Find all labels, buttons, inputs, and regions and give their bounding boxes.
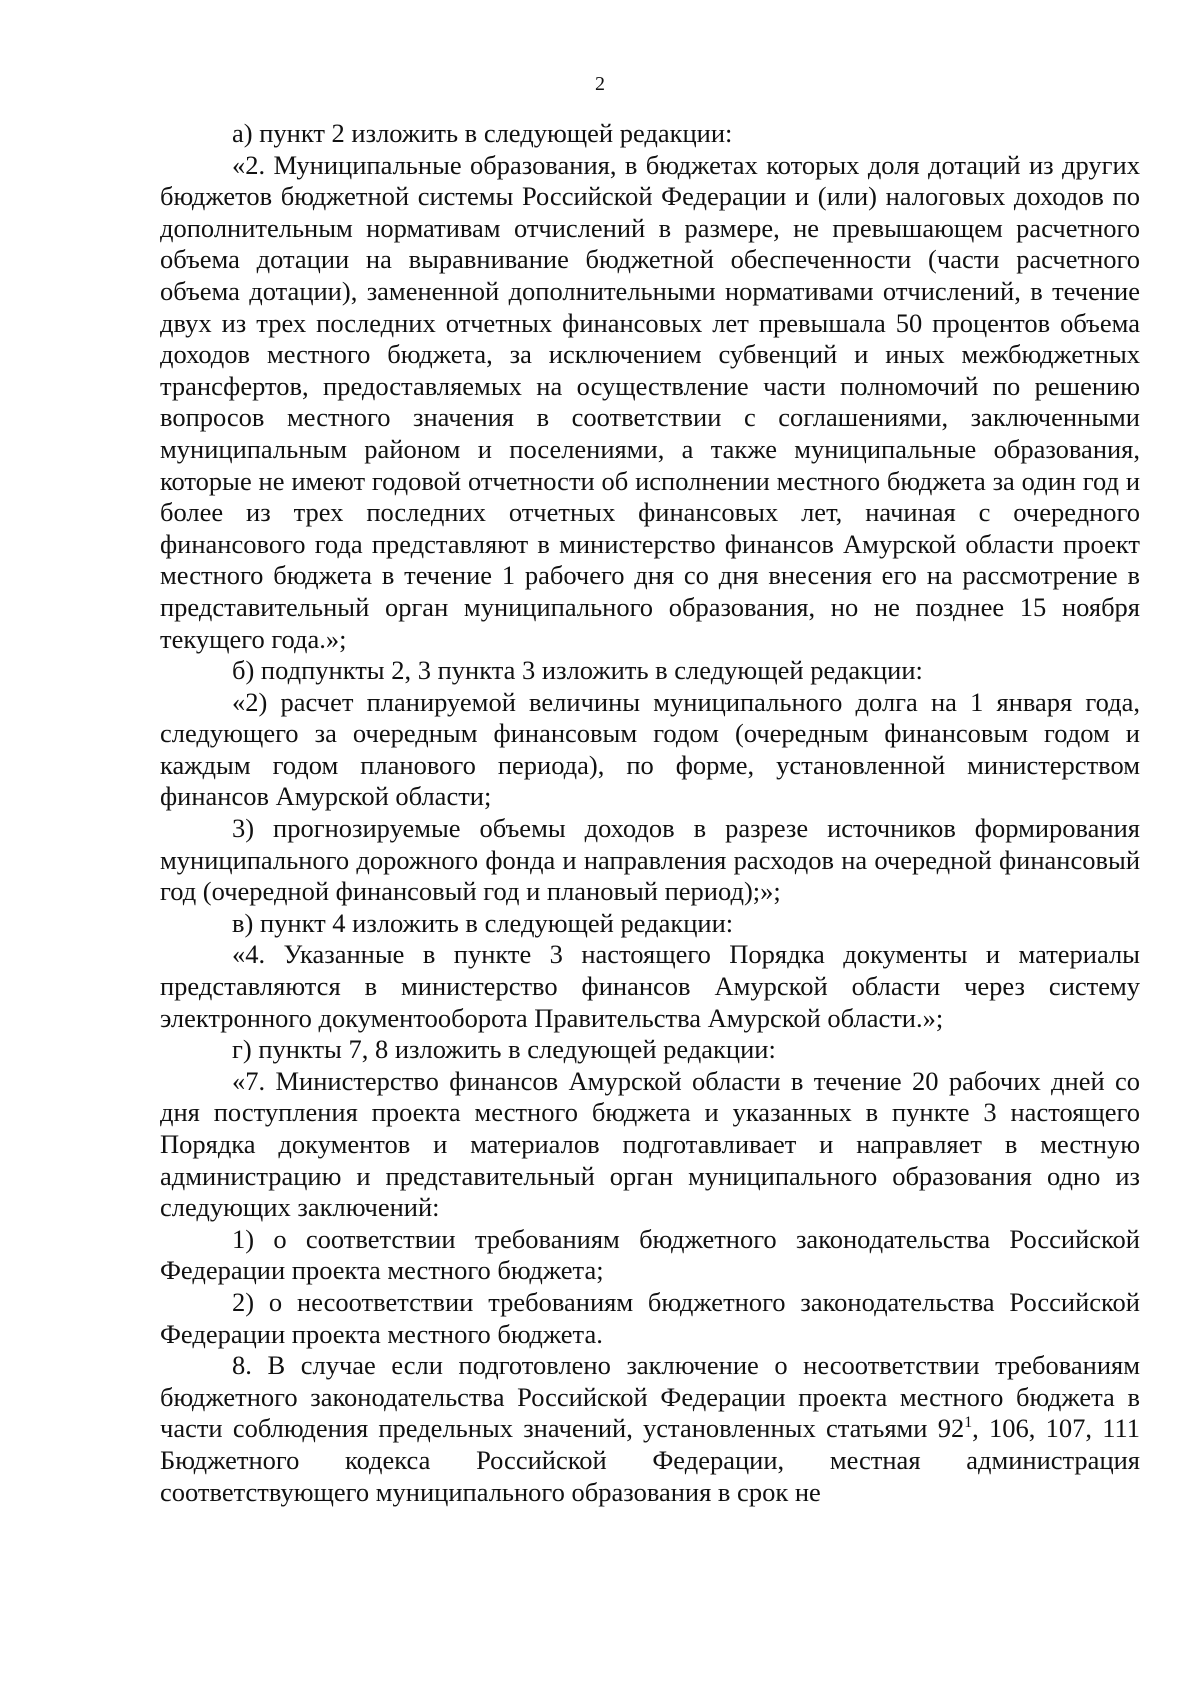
paragraph-subitem-3: 3) прогнозируемые объемы доходов в разрезе источников формирования муниципального дорожного фонда и направления расходов на очередной финансовый год (очередной финансовый год и плановый период);»; bbox=[160, 813, 1140, 907]
paragraph-subitem-2: «2) расчет планируемой величины муниципального долга на 1 января года, следующего за очередным финансовым годом (очередным финансовым годом и каждым годом планового периода), по форме, установленной министерством финансов Амурской области; bbox=[160, 686, 1140, 812]
paragraph-a-heading: а) пункт 2 изложить в следующей редакции: bbox=[232, 118, 733, 148]
paragraph-b-heading: б) подпункты 2, 3 пункта 3 изложить в следующей редакции: bbox=[232, 655, 923, 686]
paragraph-item-4: «4. Указанные в пункте 3 настоящего Порядка документы и материалы представляются в министерство финансов Амурской области через систему электронного документооборота Правительства Амурской области.»; bbox=[160, 939, 1140, 1033]
page-number: 2 bbox=[595, 73, 605, 95]
paragraph-item-7: «7. Министерство финансов Амурской области в течение 20 рабочих дней со дня поступления проекта местного бюджета и указанных в пункте 3 настоящего Порядка документов и материалов подготавливает и направляет в местную администрацию и представительный орган муниципального образования одно из следующих заключений: bbox=[160, 1065, 1140, 1223]
paragraph-g-heading: г) пункты 7, 8 изложить в следующей редакции: bbox=[232, 1034, 776, 1065]
paragraph-conclusion-1: 1) о соответствии требованиям бюджетного законодательства Российской Федерации проекта местного бюджета; bbox=[160, 1223, 1140, 1286]
paragraph-item-8-text-end: , 106, 107, 111 Бюджетного кодекса Российской Федерации, местная администрация соответствующего муниципального образования в срок не bbox=[160, 1413, 1140, 1507]
paragraph-item-8 bbox=[160, 1350, 1140, 1508]
paragraph-item-2: «2. Муниципальные образования, в бюджетах которых доля дотаций из других бюджетов бюджетной системы Российской Федерации и (или) налоговых доходов по дополнительным нормативам отчислений в размере, не превышающем расчетного объема дотации на выравнивание бюджетной обеспеченности (части расчетного объема дотации), замененной дополнительными нормативами отчислений, в течение двух из трех последних отчетных финансовых лет превышала 50 процентов объема доходов местного бюджета, за исключением субвенций и иных межбюджетных трансфертов, предоставляемых на осуществление части полномочий по решению вопросов местного значения в соответствии с соглашениями, заключенными муниципальным районом и поселениями, а также муниципальные образования, которые не имеют годовой отчетности об исполнении местного бюджета за один год и более из трех последних отчетных финансовых лет, начиная с очередного финансового года представляют в министерство финансов Амурской области проект местного бюджета в течение 1 рабочего дня со дня внесения его на рассмотрение в представительный орган муниципального образования, но не позднее 15 ноября текущего года.»; bbox=[160, 149, 1140, 654]
article-superscript: 1 bbox=[964, 1414, 973, 1432]
paragraph-conclusion-2: 2) о несоответствии требованиям бюджетного законодательства Российской Федерации проекта местного бюджета. bbox=[160, 1286, 1140, 1349]
paragraph-v-heading: в) пункт 4 изложить в следующей редакции: bbox=[232, 907, 734, 938]
paragraph-item-8-text-start: 8. В случае если подготовлено заключение о несоответствии требованиям бюджетного законодательства Российской Федерации проекта местного бюджета в части соблюдения предельных значений, установленных статьями 92 bbox=[160, 1350, 1140, 1444]
document-body bbox=[160, 118, 1140, 1508]
